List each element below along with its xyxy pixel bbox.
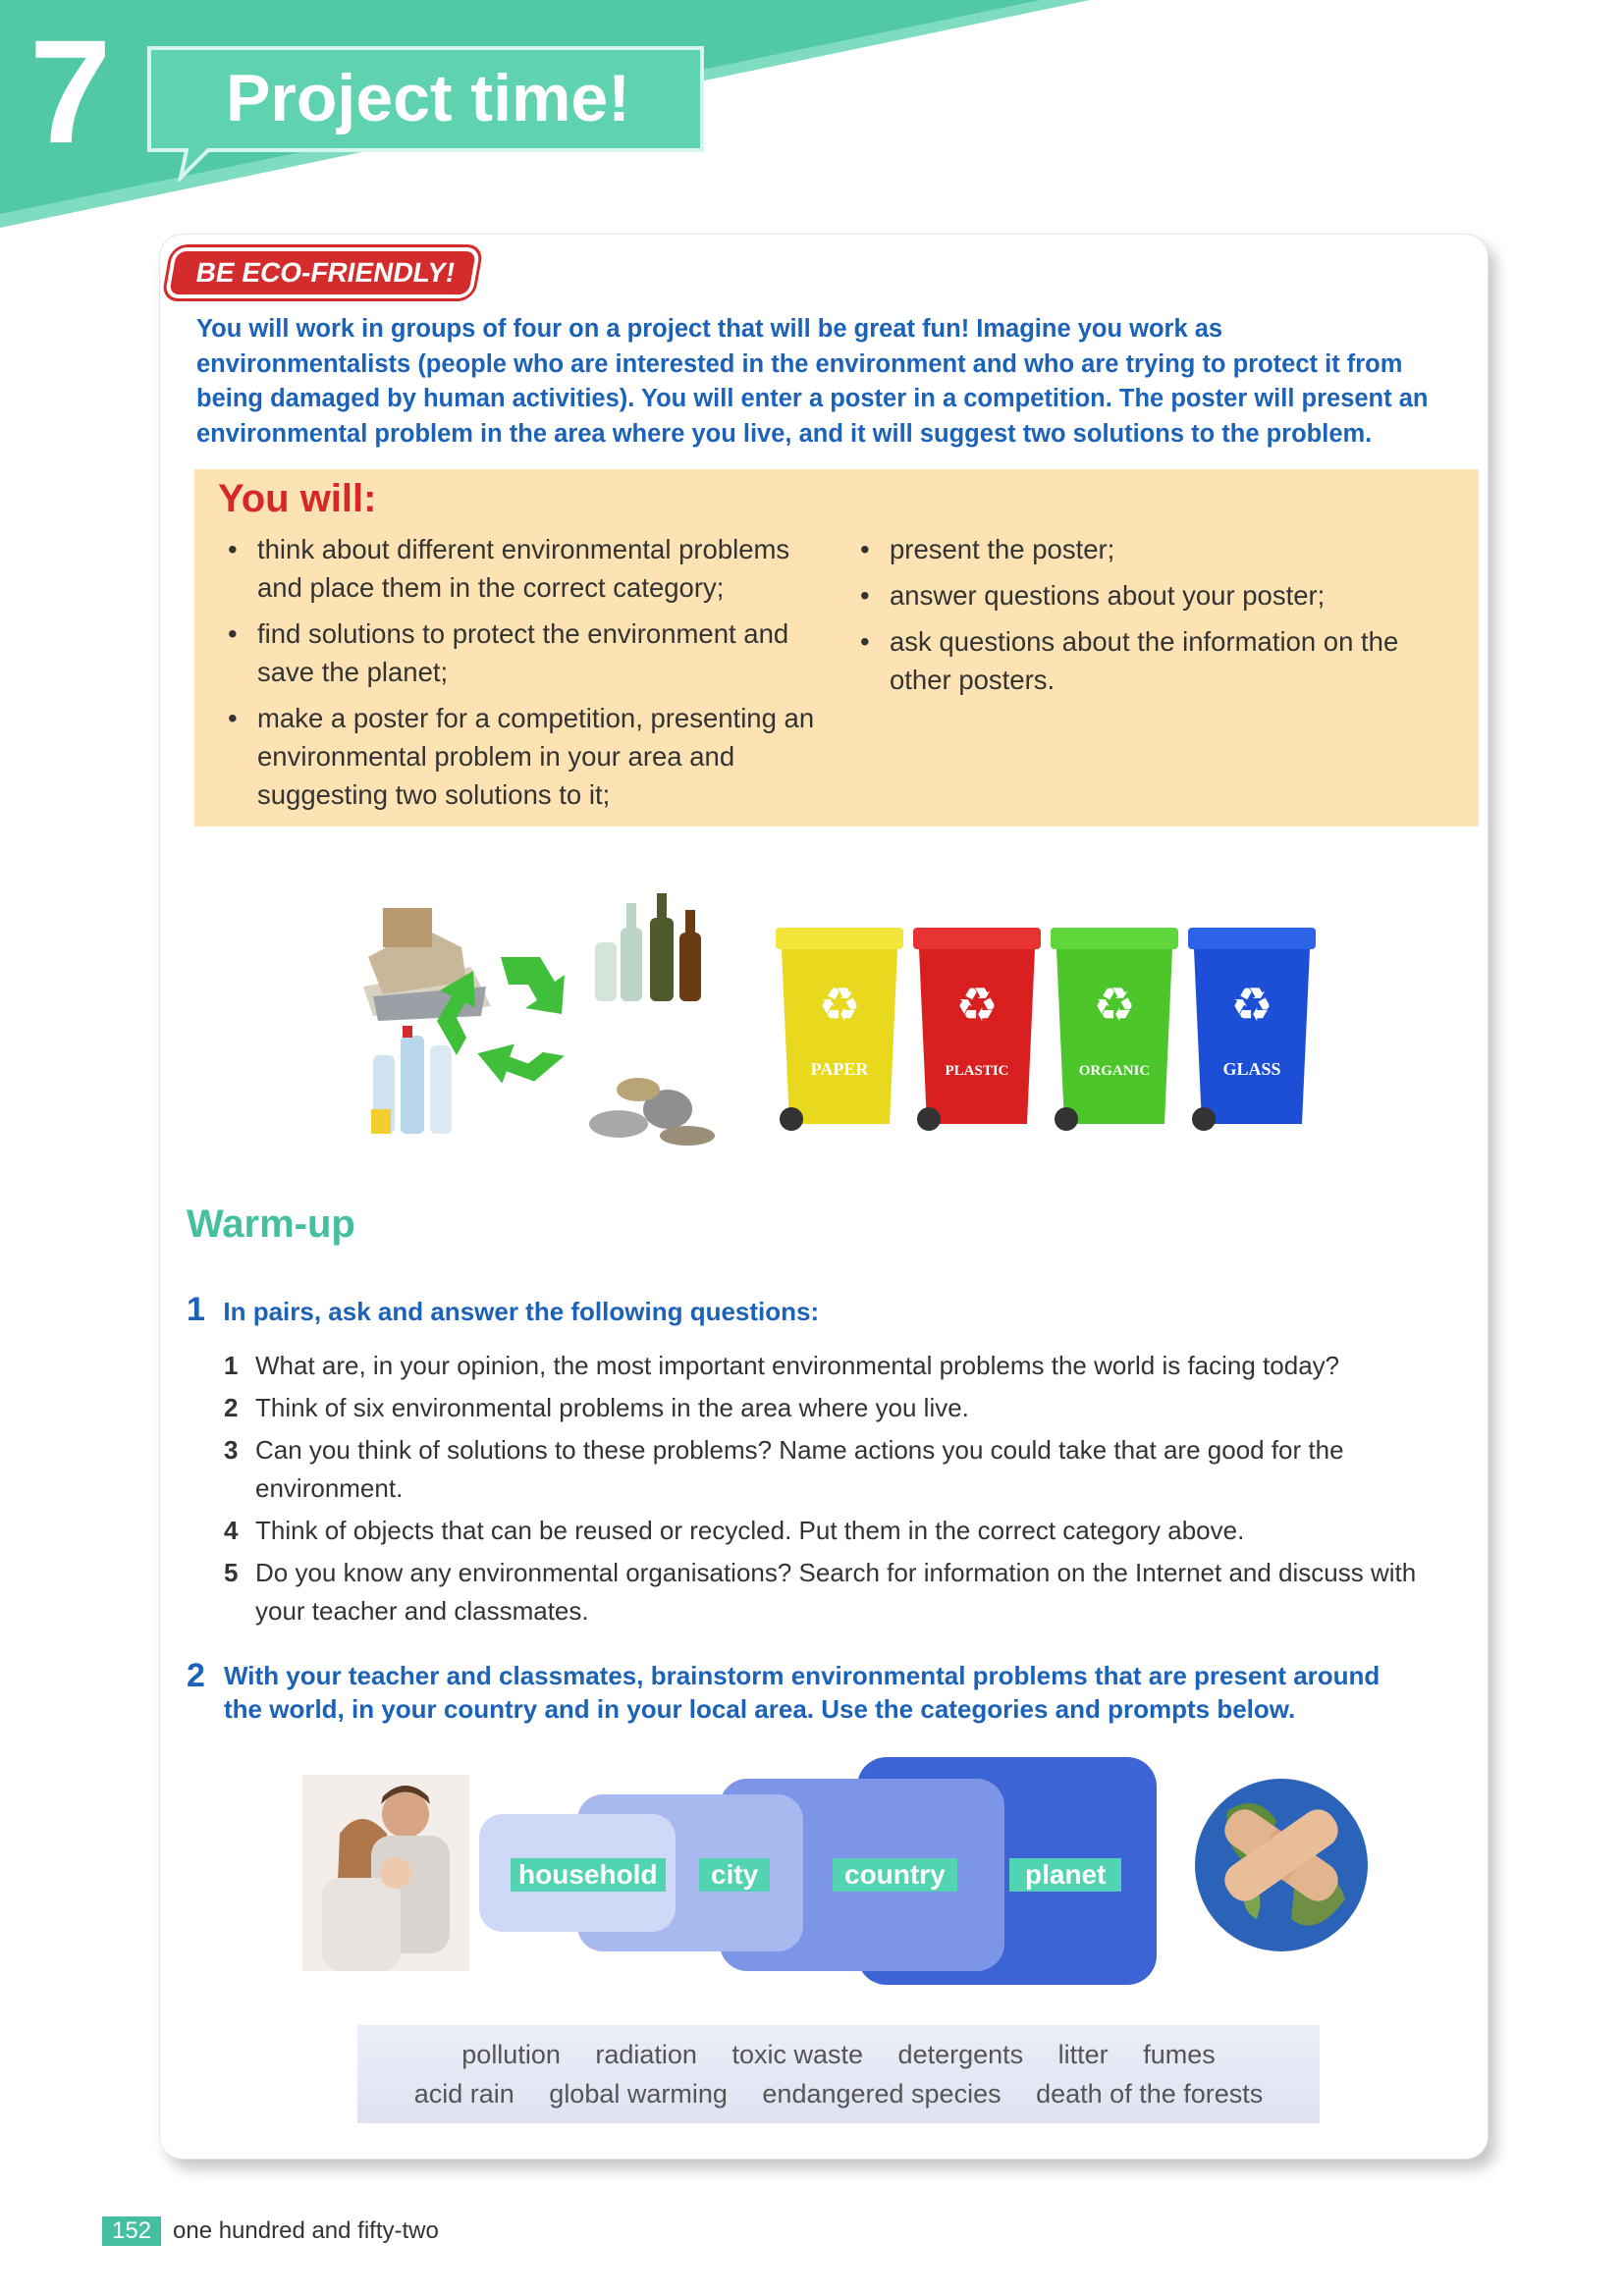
- plastic-bottles-image: [371, 1026, 452, 1134]
- category-label-household: household: [511, 1858, 666, 1892]
- prompt-word: global warming: [549, 2079, 728, 2109]
- list-item: 4 Think of objects that can be reused or recycled. Put them in the correct category above.: [224, 1516, 1245, 1545]
- question-list: [224, 1347, 1451, 1634]
- prompts-line-2: [357, 2074, 1320, 2113]
- you-will-list-right: [856, 530, 1445, 707]
- bin-label-organic: ORGANIC: [1078, 1063, 1151, 1079]
- list-item: • present the poster;: [856, 530, 1445, 568]
- category-label-city: city: [699, 1858, 770, 1892]
- tin-cans-image: [589, 1078, 715, 1146]
- category-label-country: country: [833, 1858, 957, 1892]
- prompt-word: acid rain: [413, 2079, 514, 2109]
- prompts-box: [357, 2025, 1320, 2123]
- recycling-bin-paper: [776, 928, 903, 1131]
- recycling-illustration: [363, 888, 1345, 1163]
- svg-text:♻: ♻: [1093, 978, 1136, 1033]
- list-item: 2 Think of six environmental problems in the area where you live.: [224, 1393, 969, 1422]
- list-item: • ask questions about the information on the other posters.: [856, 622, 1445, 699]
- page-title: Project time!: [226, 61, 630, 135]
- prompt-word: death of the forests: [1036, 2079, 1264, 2109]
- list-item: • think about different environmental problems and place them in the correct category;: [224, 530, 833, 607]
- prompt-word: litter: [1057, 2040, 1109, 2069]
- prompt-word: toxic waste: [731, 2040, 864, 2069]
- recycling-bin-plastic: [913, 928, 1041, 1131]
- exercise-number: 1: [187, 1291, 205, 1328]
- you-will-heading: You will:: [218, 477, 377, 520]
- category-label-planet: planet: [1009, 1858, 1121, 1892]
- list-item: 5 Do you know any environmental organisations? Search for information on the Internet and discuss with your teacher and classmates.: [224, 1558, 1417, 1626]
- prompt-word: radiation: [595, 2040, 697, 2069]
- list-item: 1 What are, in your opinion, the most important environmental problems the world is facing today?: [224, 1351, 1340, 1380]
- prompts-line-1: [357, 2035, 1320, 2074]
- list-item: • find solutions to protect the environment and save the planet;: [224, 614, 833, 691]
- svg-text:♻: ♻: [818, 978, 861, 1033]
- prompt-word: fumes: [1143, 2040, 1216, 2069]
- family-photo: [302, 1775, 469, 1971]
- prompt-word: pollution: [461, 2040, 561, 2069]
- recycling-bin-organic: [1051, 928, 1178, 1131]
- glass-bottles-image: [595, 893, 701, 1001]
- prompt-word: endangered species: [762, 2079, 1001, 2109]
- warmup-heading: Warm-up: [187, 1202, 355, 1246]
- exercise-1-heading: [187, 1291, 1463, 1329]
- bin-label-glass: GLASS: [1222, 1059, 1281, 1079]
- bin-label-plastic: PLASTIC: [945, 1063, 1009, 1079]
- list-item: • answer questions about your poster;: [856, 576, 1445, 614]
- exercise-2-heading: [187, 1659, 1424, 1726]
- list-item: 3 Can you think of solutions to these problems? Name actions you could take that are good for the environment.: [224, 1435, 1344, 1503]
- recycling-bin-glass: [1188, 928, 1316, 1131]
- exercise-instruction: With your teacher and classmates, brainstorm environmental problems that are present around the world, in your country and in your local area. Use the categories and prompts below.: [224, 1661, 1380, 1724]
- list-item: • make a poster for a competition, presenting an environmental problem in your area and suggesting two solutions to it;: [224, 699, 833, 814]
- earth-bandage-image: [1188, 1772, 1375, 1958]
- page-number-words: one hundred and fifty-two: [173, 2217, 439, 2244]
- exercise-number: 2: [187, 1657, 205, 1694]
- exercise-instruction: In pairs, ask and answer the following questions:: [223, 1297, 820, 1326]
- svg-text:♻: ♻: [1230, 978, 1273, 1033]
- prompt-word: detergents: [897, 2040, 1024, 2069]
- you-will-list-left: [224, 530, 833, 822]
- page-number: 152: [102, 2216, 161, 2246]
- svg-text:♻: ♻: [955, 978, 999, 1033]
- section-badge: BE ECO-FRIENDLY!: [169, 251, 476, 294]
- intro-paragraph: You will work in groups of four on a project that will be great fun! Imagine you work as environmentalists (people who are interested in the environment and who are trying to protect it from being damaged by human activities). You will enter a poster in a competition. The poster will present an environmental problem in the area where you live, and it will suggest two solutions to the problem.: [196, 315, 1429, 448]
- bin-label-paper: PAPER: [810, 1059, 869, 1079]
- unit-number: 7: [29, 9, 112, 174]
